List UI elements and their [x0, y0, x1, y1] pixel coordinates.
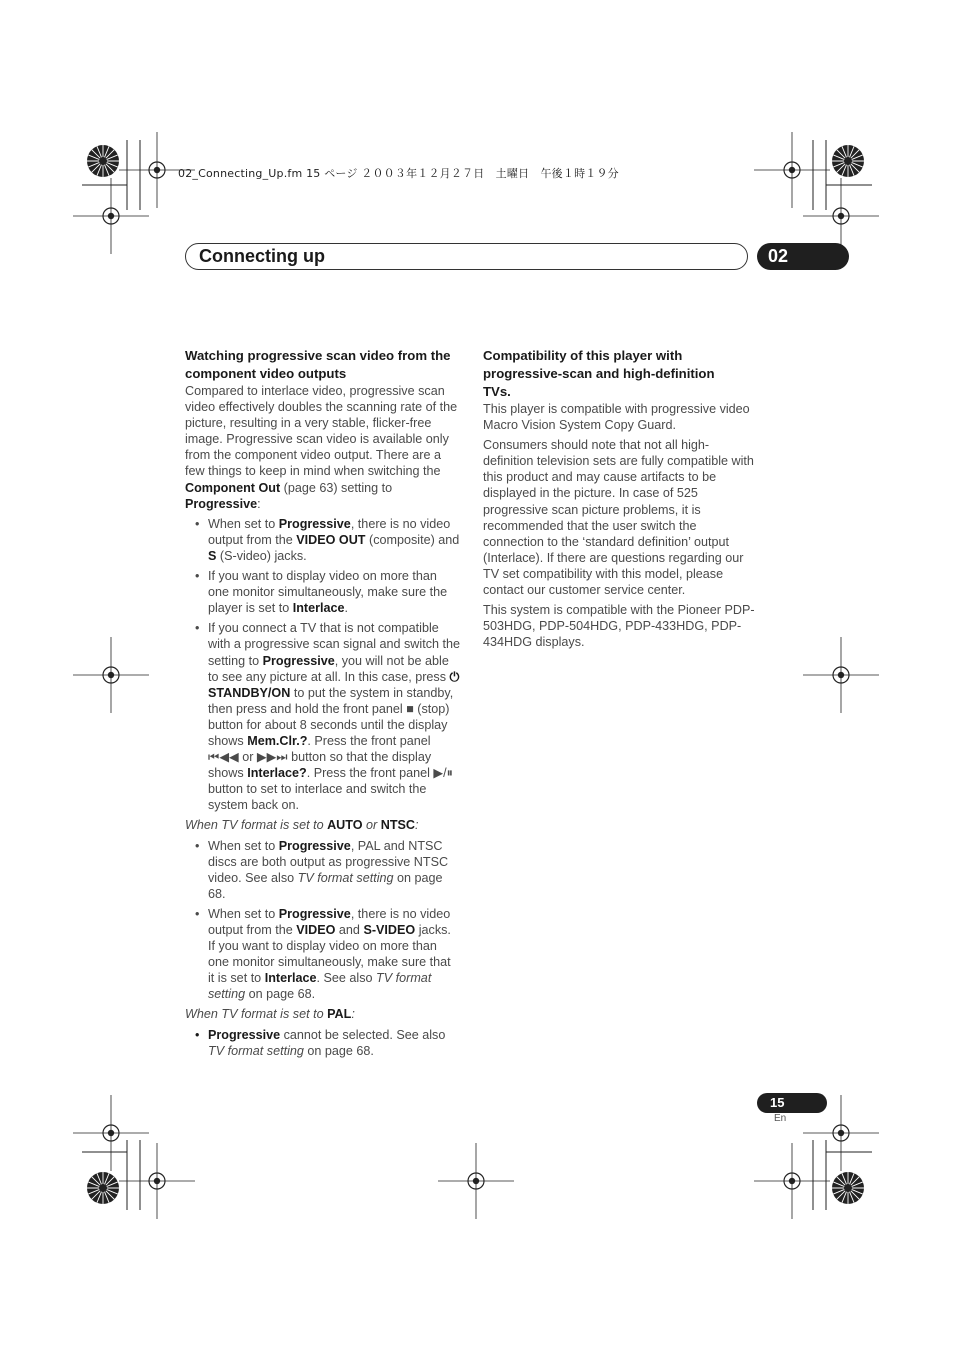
- subheading-auto-ntsc: When TV format is set to AUTO or NTSC:: [185, 818, 419, 833]
- left-column: [185, 347, 460, 1063]
- bullet-list-3: [185, 1027, 460, 1059]
- bullet-list-2: [185, 838, 460, 1003]
- star-target-top-left: [87, 145, 119, 177]
- right-heading: Compatibility of this player with progressive-scan and high-definition TVs.: [483, 348, 715, 399]
- list-item: • When set to Progressive, there is no video output from the VIDEO and S-VIDEO jacks. If you want to display video on more than one monitor simultaneously, make sure that it is set to Interlace. See also TV format setting on page 68.: [195, 906, 451, 1002]
- list-item: • If you want to display video on more than one monitor simultaneously, make sure the player is set to Interlace.: [195, 569, 448, 616]
- section-title: Connecting up: [199, 246, 325, 266]
- chapter-number: 02: [768, 246, 789, 266]
- left-heading: Watching progressive scan video from the component video outputs: [185, 348, 451, 381]
- page-number: 15: [770, 1095, 785, 1110]
- file-info: 02_Connecting_Up.fm 15 ページ ２００３年１２月２７日 土曜日 午後１時１９分: [178, 167, 619, 180]
- bullet-list-1: [185, 516, 460, 814]
- list-item: • If you connect a TV that is not compatible with a progressive scan signal and switch the setting to Progressive, you will not be able to see any picture at all. In this case, press ⏻ STANDBY/ON to put the system in standby, then press and hold the front panel ■ (stop) button for about 8 seconds until the display shows Mem.Clr.?. Press the front panel ⏮◀◀ or ▶▶⏭ button so that the display shows Interlace?. Press the front panel ▶/⏸ button to set to interlace and switch the system back on.: [195, 621, 461, 813]
- right-column: [483, 347, 758, 654]
- language-label: En: [774, 1113, 787, 1124]
- star-target-top-right: [832, 145, 864, 177]
- star-target-bottom-right: [832, 1172, 864, 1204]
- right-paragraph-2: Consumers should note that not all high-definition television sets are fully compatible with this product and may cause artifacts to be displayed in the picture. In case of 525 progressive scan picture problems, it is recommended that the user switch the connection to the ‘standard definition’ output (Interlace). If there are questions regarding our TV set compatibility with this model, please contact our customer service center.: [483, 438, 754, 598]
- intro-paragraph: Compared to interlace video, progressive scan video effectively doubles the scanning rate of the picture, resulting in a very stable, flicker-free image. Progressive scan video is available only from the component video output. There are a few things to keep in mind when switching the Component Out (page 63) setting to Progressive:: [185, 384, 458, 511]
- list-item: • When set to Progressive, there is no video output from the VIDEO OUT (composite) and S (S-video) jacks.: [195, 516, 460, 563]
- subheading-pal: When TV format is set to PAL:: [185, 1007, 355, 1022]
- right-paragraph-1: This player is compatible with progressive video Macro Vision System Copy Guard.: [483, 402, 750, 433]
- right-paragraph-3: This system is compatible with the Pioneer PDP-503HDG, PDP-504HDG, PDP-433HDG, PDP-434HDG displays.: [483, 603, 755, 650]
- page-number-badge: [757, 1093, 827, 1113]
- list-item: • When set to Progressive, PAL and NTSC discs are both output as progressive NTSC video. See also TV format setting on page 68.: [195, 838, 449, 901]
- star-target-bottom-left: [87, 1172, 119, 1204]
- list-item: • Progressive cannot be selected. See also TV format setting on page 68.: [195, 1027, 446, 1058]
